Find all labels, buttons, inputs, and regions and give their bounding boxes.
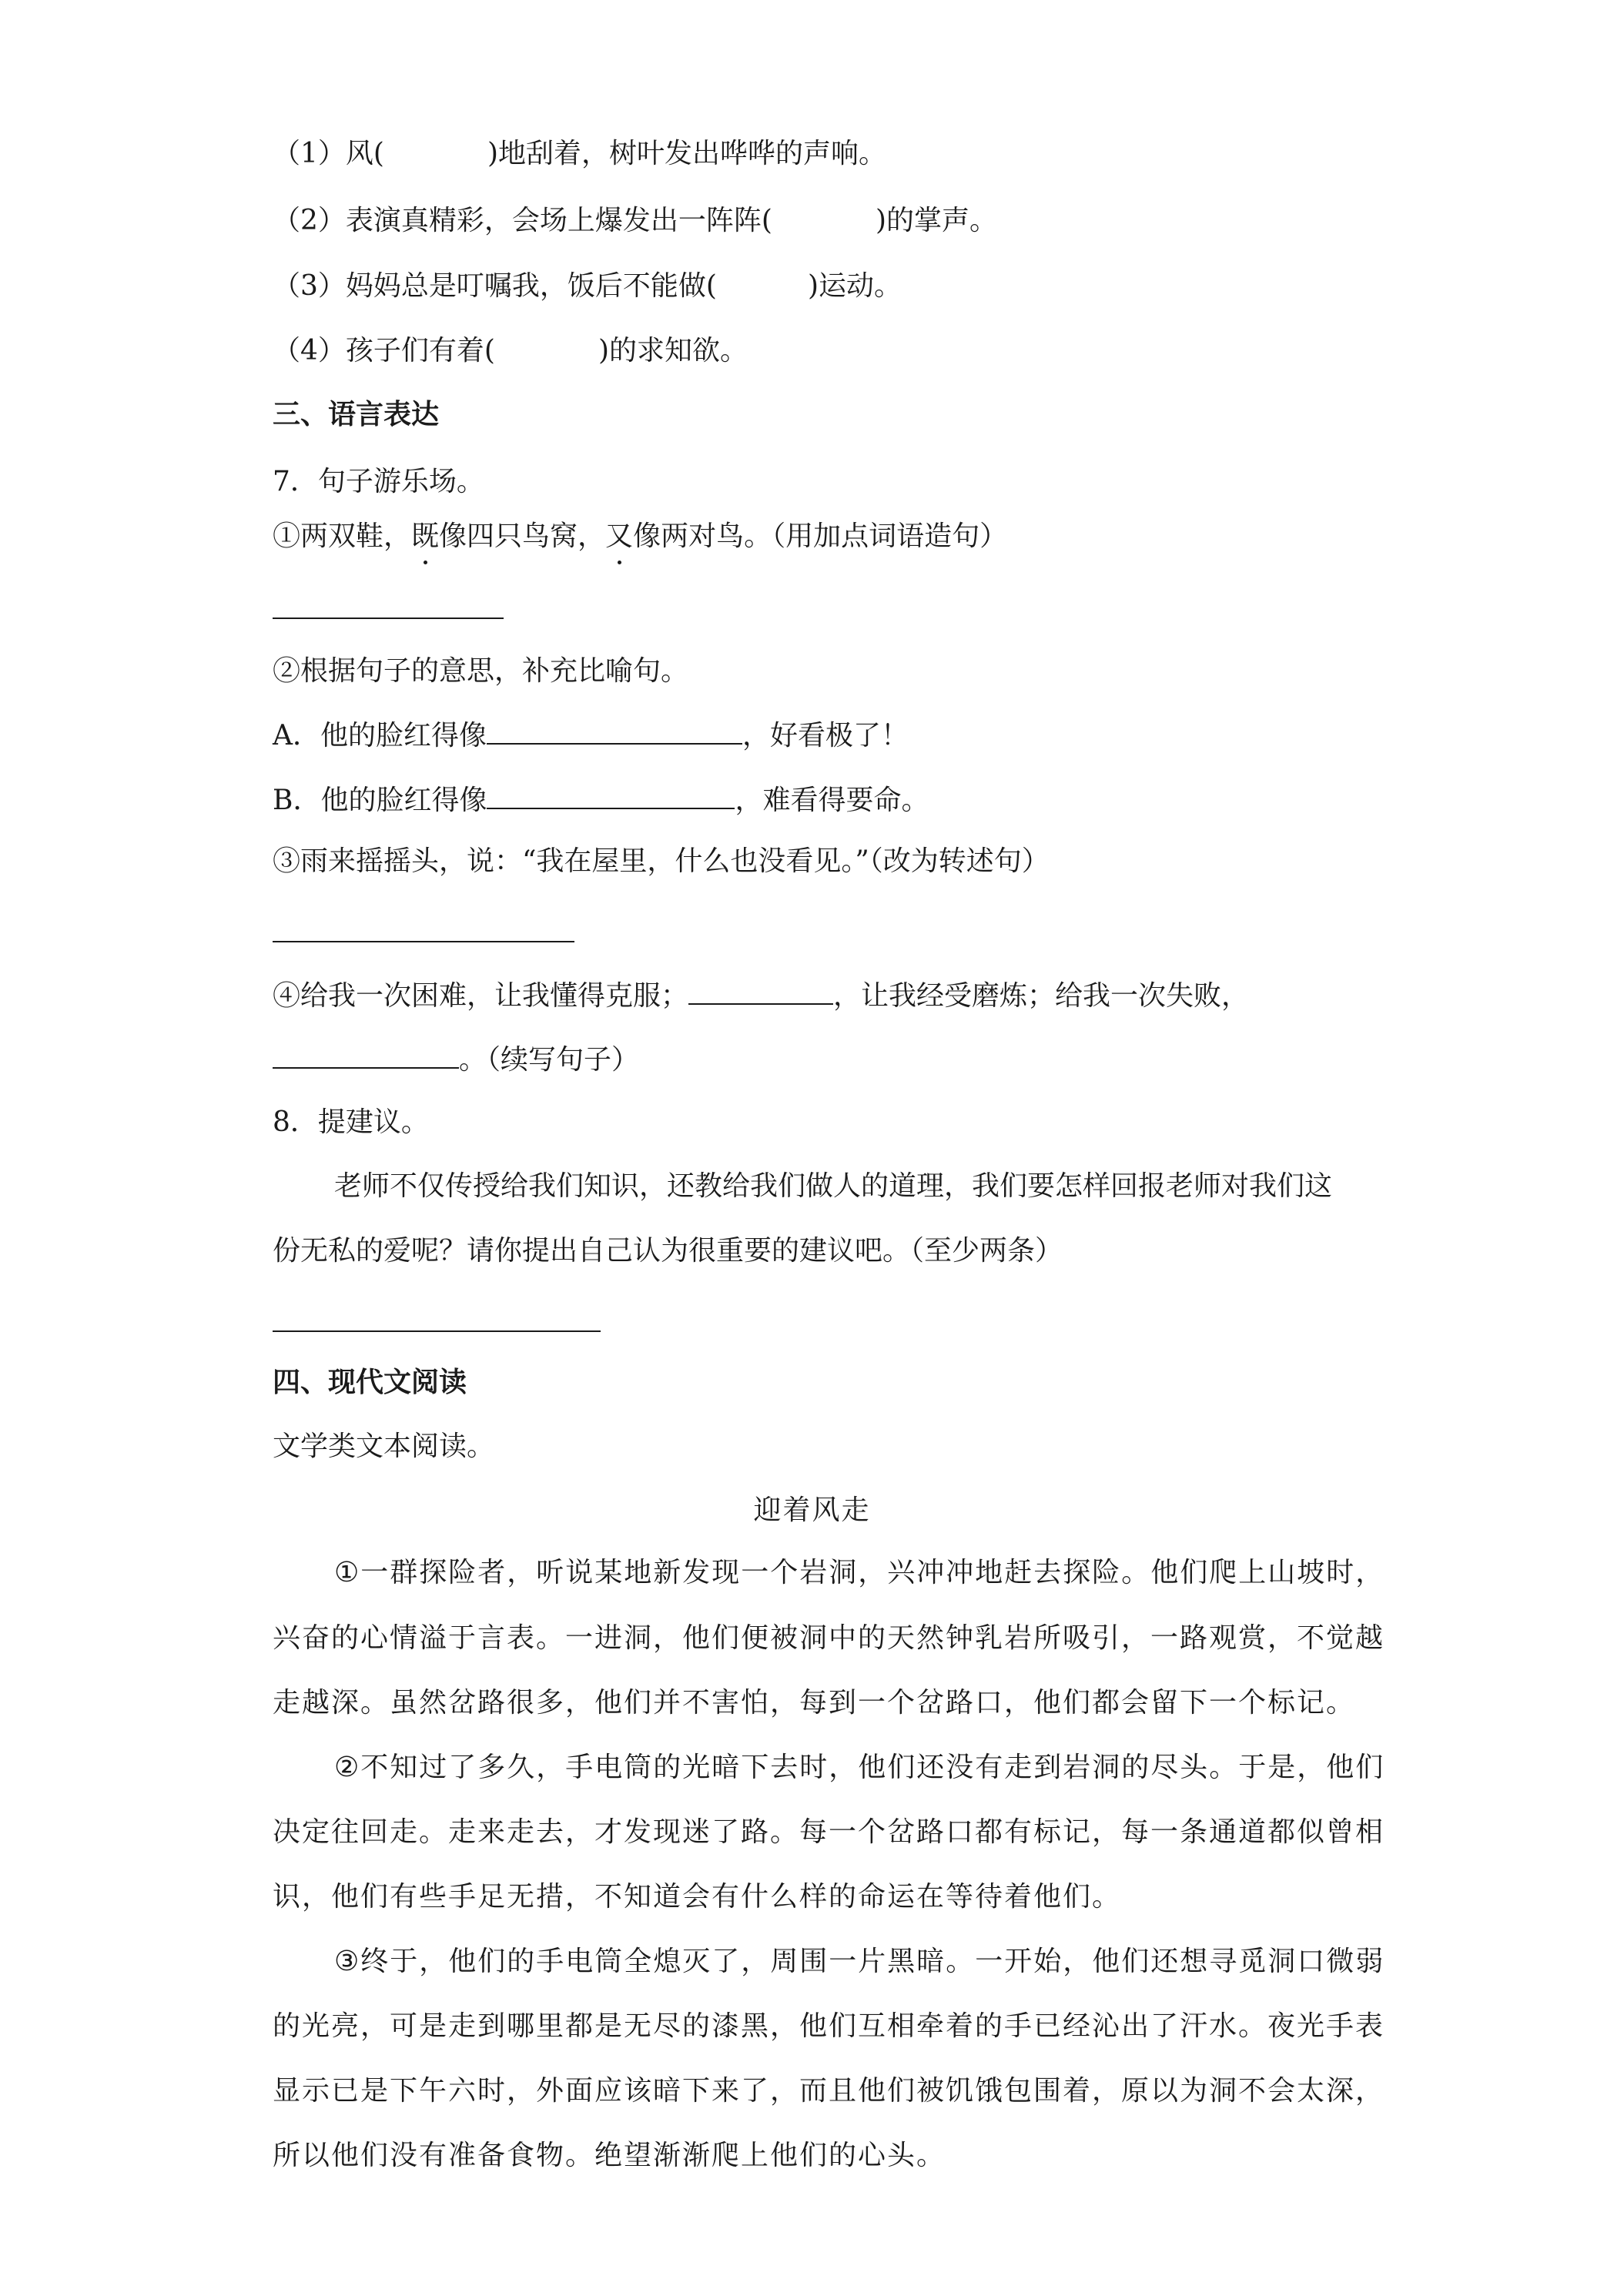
reading-intro: 文学类文本阅读。 [273, 1431, 495, 1462]
paragraph-3-line-3: 显示已是下午六时，外面应该暗下来了，而且他们被饥饿包围着，原以为洞不会太深， [273, 2075, 1385, 2107]
emphasis-dot-word: 既 [411, 518, 439, 555]
paragraph-3-line-2: 的光亮，可是走到哪里都是无尽的漆黑，他们互相牵着的手已经沁出了汗水。夜光手表 [273, 2010, 1385, 2042]
paragraph-3-line-1: ③终于，他们的手电筒全熄灭了，周围一片黑暗。一开始，他们还想寻觅洞口微弱 [334, 1946, 1385, 1977]
answer-line[interactable] [273, 941, 574, 942]
q7-prompt-2: ②根据句子的意思，补充比喻句。 [273, 655, 689, 687]
answer-blank[interactable] [273, 1041, 459, 1069]
q7-prompt-4: ④给我一次困难，让我懂得克服； ，让我经受磨炼；给我一次失败， [273, 977, 1249, 1015]
paragraph-2-line-2: 决定往回走。走来走去，才发现迷了路。每一个岔路口都有标记，每一条通道都似曾相 [273, 1816, 1385, 1848]
q7-option-b: B．他的脸红得像 ，难看得要命。 [273, 782, 929, 819]
q8-text-line-2: 份无私的爱呢？请你提出自己认为很重要的建议吧。（至少两条） [273, 1235, 1063, 1267]
paragraph-1-line-2: 兴奋的心情溢于言表。一进洞，他们便被洞中的天然钟乳岩所吸引，一路观赏，不觉越 [273, 1622, 1385, 1654]
q6-sentence-4: （4）孩子们有着( )的求知欲。 [273, 335, 748, 366]
q7-prompt-4-continued: 。（续写句子） [273, 1041, 639, 1079]
paragraph-2-line-3: 识，他们有些手足无措，不知道会有什么样的命运在等待着他们。 [273, 1881, 1122, 1913]
answer-blank[interactable] [487, 782, 735, 809]
section-heading-4: 四、现代文阅读 [273, 1367, 467, 1398]
q7-option-a: A．他的脸红得像 ，好看极了！ [273, 717, 909, 755]
answer-blank[interactable] [487, 717, 742, 745]
q7-title: 7．句子游乐场。 [273, 466, 484, 497]
paragraph-3-line-4: 所以他们没有准备食物。绝望渐渐爬上他们的心头。 [273, 2140, 946, 2171]
section-heading-3: 三、语言表达 [273, 399, 440, 430]
q7-prompt-3: ③雨来摇摇头，说：“我在屋里，什么也没看见。”（改为转述句） [273, 845, 1050, 877]
answer-blank[interactable] [688, 977, 833, 1005]
answer-line[interactable] [273, 618, 504, 619]
q8-title: 8．提建议。 [273, 1106, 429, 1138]
answer-line[interactable] [273, 1330, 601, 1332]
q6-sentence-3: （3）妈妈总是叮嘱我，饭后不能做( )运动。 [273, 270, 902, 302]
emphasis-dot-word: 又 [605, 518, 633, 555]
paragraph-1-line-3: 走越深。虽然岔路很多，他们并不害怕，每到一个岔路口，他们都会留下一个标记。 [273, 1687, 1356, 1719]
paragraph-1-line-1: ①一群探险者，听说某地新发现一个岩洞，兴冲冲地赶去探险。他们爬上山坡时， [334, 1557, 1385, 1588]
q7-prompt-1: ①两双鞋，既像四只鸟窝，又像两对鸟。（用加点词语造句） [273, 518, 1007, 555]
q6-sentence-2: （2）表演真精彩，会场上爆发出一阵阵( )的掌声。 [273, 205, 997, 236]
reading-title: 迎着风走 [753, 1494, 871, 1526]
q8-text-line-1: 老师不仅传授给我们知识，还教给我们做人的道理，我们要怎样回报老师对我们这 [334, 1170, 1333, 1202]
paragraph-2-line-1: ②不知过了多久，手电筒的光暗下去时，他们还没有走到岩洞的尽头。于是，他们 [334, 1752, 1385, 1783]
q6-sentence-1: （1）风( )地刮着，树叶发出哗哗的声响。 [273, 138, 886, 169]
